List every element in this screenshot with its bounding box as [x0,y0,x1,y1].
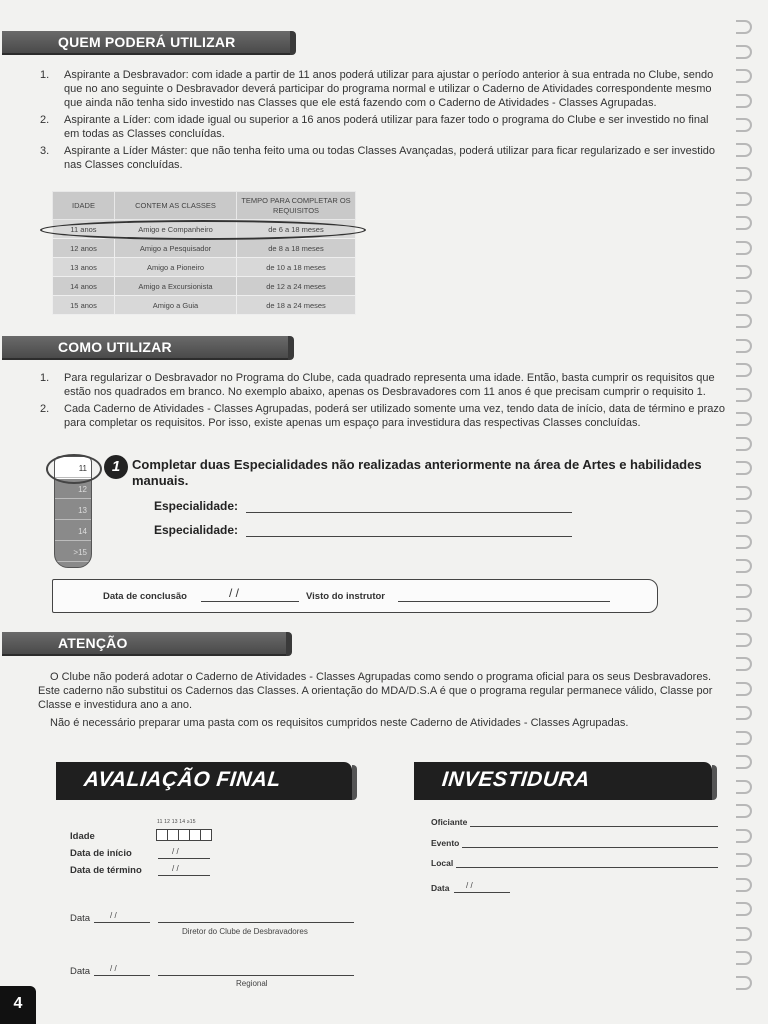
who-can-use-list [36,68,726,175]
binding-hole [736,461,752,475]
binding-hole [736,45,752,59]
table-cell: Amigo a Guia [115,296,237,315]
binding-hole [736,878,752,892]
date-slashes: / / [172,864,179,873]
binding-hole [736,804,752,818]
binding-hole [736,755,752,769]
item-text: Aspirante a Desbravador: com idade a partir de 11 anos poderá utilizar para ajustar o período anterior à sua entrada no Clube, sendo que no ano seguinte o Desbravador deverá participar do programa normal e utilizar o Caderno de Atividades correspondente mesmo que ainda não tenha sido investido nas Classes que ele está fazendo com o Caderno de Atividades - Classes Agrupadas. [64,69,714,109]
date-slashes: / / [110,964,117,973]
final-evaluation-banner [56,762,352,800]
binding-hole [736,976,752,990]
officiant-label: Oficiante [431,817,468,827]
director-caption: Diretor do Clube de Desbravadores [182,927,308,936]
binding-hole [736,363,752,377]
list-item [36,68,726,110]
section-header-atencao [2,632,286,656]
binding-hole [736,118,752,132]
binding-hole [736,94,752,108]
item-number: 2. [40,114,50,126]
binding-hole [736,902,752,916]
instructor-signature-field[interactable] [398,601,610,602]
list-item [36,113,726,141]
item-text: Aspirante a Líder: com idade igual ou superior a 16 anos poderá utilizar para fazer todo o programa do Clube e ser investido no final em todas as Classes concluídas. [64,114,709,140]
binding-hole [736,412,752,426]
binding-hole [736,927,752,941]
end-date-label: Data de término [70,865,142,876]
date-slashes: / / [110,911,117,920]
binding-hole [736,559,752,573]
director-date-field[interactable] [94,922,150,923]
binding-hole [736,608,752,622]
section-header-quem [2,31,290,55]
age-checkboxes [156,829,211,841]
requirement-number-badge: 1 [104,455,128,479]
binding-hole [736,682,752,696]
binding-hole [736,20,752,34]
age-cell[interactable]: 13 [55,499,91,520]
column-header: TEMPO PARA COMPLETAR OS REQUISITOS [237,192,356,220]
item-text: Aspirante a Líder Máster: que não tenha feito uma ou todas Classes Avançadas, poderá utilizar para ficar regularizado e ser investido nas Classes concluídas. [64,145,716,171]
table-cell: de 18 a 24 meses [237,296,356,315]
binding-hole [736,584,752,598]
table-header-row [53,192,356,220]
table-cell: Amigo a Pioneiro [115,258,237,277]
table-cell: Amigo a Pesquisador [115,239,237,258]
age-checkbox[interactable] [200,829,212,841]
list-item [36,144,726,172]
start-date-label: Data de início [70,848,132,859]
specialty-field-1[interactable] [246,512,572,513]
end-date-field[interactable] [158,875,210,876]
event-field[interactable] [462,847,718,848]
date-label: Data [431,883,450,893]
list-item [36,402,726,430]
table-row [53,258,356,277]
item-number: 1. [40,69,50,81]
table-cell: 11 anos [53,220,115,239]
table-cell: de 12 a 24 meses [237,277,356,296]
how-to-use-list [36,371,726,433]
age-class-table [52,191,356,315]
instructor-label: Visto do instrutor [306,591,385,602]
binding-hole [736,731,752,745]
binding-hole [736,510,752,524]
investiture-banner [414,762,712,800]
table-cell: de 10 a 18 meses [237,258,356,277]
director-signature-field[interactable] [158,922,354,923]
binding-hole [736,633,752,647]
officiant-field[interactable] [470,826,718,827]
section-title: ATENÇÃO [58,635,128,651]
column-header: CONTEM AS CLASSES [115,192,237,220]
binding-hole [736,69,752,83]
section-title: COMO UTILIZAR [58,339,172,355]
table-row [53,296,356,315]
requirement-text: Completar duas Especialidades não realizadas anteriormente na área de Artes e habilidades manuais. [132,457,702,488]
table-cell: 15 anos [53,296,115,315]
binding-hole [736,143,752,157]
specialty-label: Especialidade: [154,523,239,537]
item-text: Para regularizar o Desbravador no Programa do Clube, cada quadrado representa uma idade. Então, basta cumprir os requisitos que estão nos quadrados em branco. No exemplo abaixo, apenas os Desbravadores com 11 anos é que precisam cumprir o requisito 1. [64,372,715,398]
conclusion-box [52,579,658,613]
specialty-label: Especialidade: [154,499,239,513]
binding-hole [736,241,752,255]
section-title: QUEM PODERÁ UTILIZAR [58,34,236,50]
attention-paragraph: Não é necessário preparar uma pasta com os requisitos cumpridos neste Caderno de Atividades - Classes Agrupadas. [50,717,629,729]
binding-hole [736,829,752,843]
date-slashes: / / [172,847,179,856]
highlight-oval [46,454,102,484]
regional-signature-field[interactable] [158,975,354,976]
binding-hole [736,388,752,402]
item-number: 3. [40,145,50,157]
binding-hole [736,192,752,206]
binding-hole [736,535,752,549]
attention-paragraph: O Clube não poderá adotar o Caderno de Atividades - Classes Agrupadas como sendo o programa oficial para os seus Desbravadores. Este caderno não substitui os Cadernos das Classes. A orientação do MDA/D.S.A é que o programa regular permanece válido, Classe por Classe e investidura ano a ano. [38,671,713,711]
binding-hole [736,339,752,353]
table-cell: de 6 a 18 meses [237,220,356,239]
date-label: Data [70,966,91,977]
binding-hole [736,853,752,867]
list-item [36,371,726,399]
regional-caption: Regional [236,979,268,988]
binding-hole [736,290,752,304]
conclusion-date-field[interactable] [201,601,299,602]
table-row [53,277,356,296]
banner-title: INVESTIDURA [440,768,592,791]
table-cell: 13 anos [53,258,115,277]
age-tick-labels: 11 12 13 14 ≥15 [157,819,196,825]
specialty-field-2[interactable] [246,536,572,537]
event-label: Evento [431,838,460,848]
binding-hole [736,780,752,794]
binding-hole [736,216,752,230]
binding-hole [736,657,752,671]
table-cell: 14 anos [53,277,115,296]
item-text: Cada Caderno de Atividades - Classes Agrupadas, poderá ser utilizado somente uma vez, tendo data de início, data de término e prazo para completar os requisitos. Por isso, existe apenas um espaço para investidura das respectivas Classes concluídas. [64,403,726,429]
item-number: 1. [40,372,50,384]
age-cell[interactable]: 14 [55,520,91,541]
table-cell: Amigo a Excursionista [115,277,237,296]
spiral-binding [728,20,758,1010]
date-slashes: / / [229,586,240,600]
highlight-oval [40,220,366,240]
binding-hole [736,951,752,965]
page-number: 4 [0,986,36,1024]
date-label: Data [70,913,91,924]
age-cell[interactable]: 11 [55,457,91,478]
item-number: 2. [40,403,50,415]
age-cell[interactable]: >15 [55,541,91,562]
start-date-field[interactable] [158,858,210,859]
table-cell: 12 anos [53,239,115,258]
binding-hole [736,486,752,500]
banner-title: AVALIAÇÃO FINAL [82,768,283,791]
location-label: Local [431,858,454,868]
binding-hole [736,437,752,451]
table-row [53,239,356,258]
section-header-como [2,336,288,360]
conclusion-date-label: Data de conclusão [103,591,187,602]
regional-date-field[interactable] [94,975,150,976]
date-slashes: / / [466,881,473,890]
binding-hole [736,706,752,720]
investiture-date-field[interactable] [454,892,510,893]
age-cell[interactable]: 12 [55,478,91,499]
table-cell: de 8 a 18 meses [237,239,356,258]
binding-hole [736,314,752,328]
table-cell: Amigo e Companheiro [115,220,237,239]
location-field[interactable] [456,867,718,868]
binding-hole [736,265,752,279]
binding-hole [736,167,752,181]
column-header: IDADE [53,192,115,220]
age-label: Idade [70,831,95,842]
